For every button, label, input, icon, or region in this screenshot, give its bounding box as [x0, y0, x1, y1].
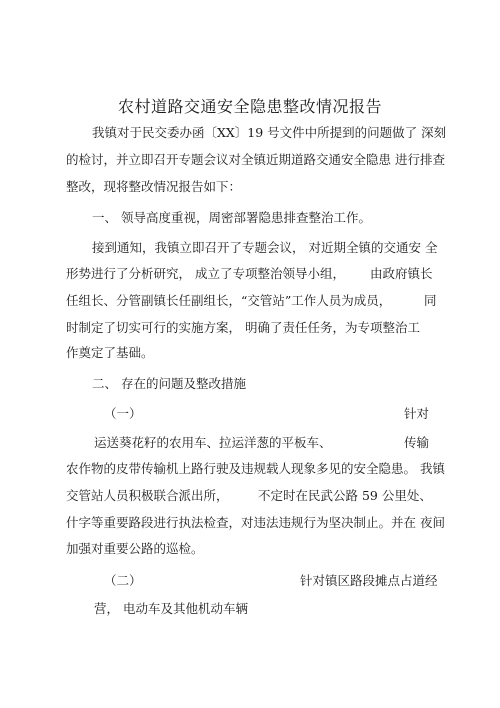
paragraph-line: 交管站人员积极联合派出所， — [66, 488, 229, 503]
paragraph-line: 营， 电动车及其他机动车辆 — [94, 601, 248, 616]
paragraph-line: 的检讨，并立即召开专题会议对全镇近期道路交通安全隐患 进行排查 — [66, 152, 445, 167]
paragraph-fragment: 由政府镇长 — [370, 266, 433, 281]
paragraph-line: 整改，现将整改情况报告如下： — [66, 179, 242, 194]
paragraph-line: 农作物的皮带传输机上路行驶及违规载人现象多见的安全隐患。 我镇 — [66, 461, 445, 476]
subsection-label: （二） — [104, 573, 142, 588]
paragraph-line: 加强对重要公路的巡检。 — [66, 541, 204, 556]
paragraph-fragment: 传输 — [404, 435, 430, 450]
paragraph-fragment: 针对 — [404, 406, 430, 421]
paragraph-line: 任组长、分管副镇长任副组长，“交管站”工作人员为成员， — [66, 293, 392, 308]
paragraph-line: 我镇对于民交委办函〔XX〕19 号文件中所提到的问题做了 深刻 — [92, 125, 447, 140]
paragraph-line: 运送葵花籽的农用车、拉运洋葱的平板车、 — [94, 435, 332, 450]
section-heading: 二、 存在的问题及整改措施 — [92, 376, 246, 391]
paragraph-line: 什字等重要路段进行执法检查，对违法违规行为坚决制止。并在 夜间 — [66, 515, 445, 530]
subsection-label: （一） — [104, 406, 142, 421]
section-heading: 一、 领导高度重视，周密部署隐患排查整治工作。 — [92, 210, 371, 225]
paragraph-fragment: 针对镇区路段摊点占道经 — [300, 573, 438, 588]
paragraph-line: 形势进行了分析研究， 成立了专项整治领导小组， — [66, 266, 345, 281]
paragraph-line: 作奠定了基础。 — [66, 345, 154, 360]
paragraph-line: 接到通知，我镇立即召开了专题会议， 对近期全镇的交通安 全 — [92, 240, 438, 255]
paragraph-fragment: 不定时在民武公路 59 公里处、 — [258, 488, 432, 503]
paragraph-fragment: 同 — [424, 293, 437, 308]
document-title: 农村道路交通安全隐患整改情况报告 — [117, 97, 382, 116]
paragraph-line: 时制定了切实可行的实施方案， 明确了责任任务，为专项整治工 — [66, 320, 420, 335]
